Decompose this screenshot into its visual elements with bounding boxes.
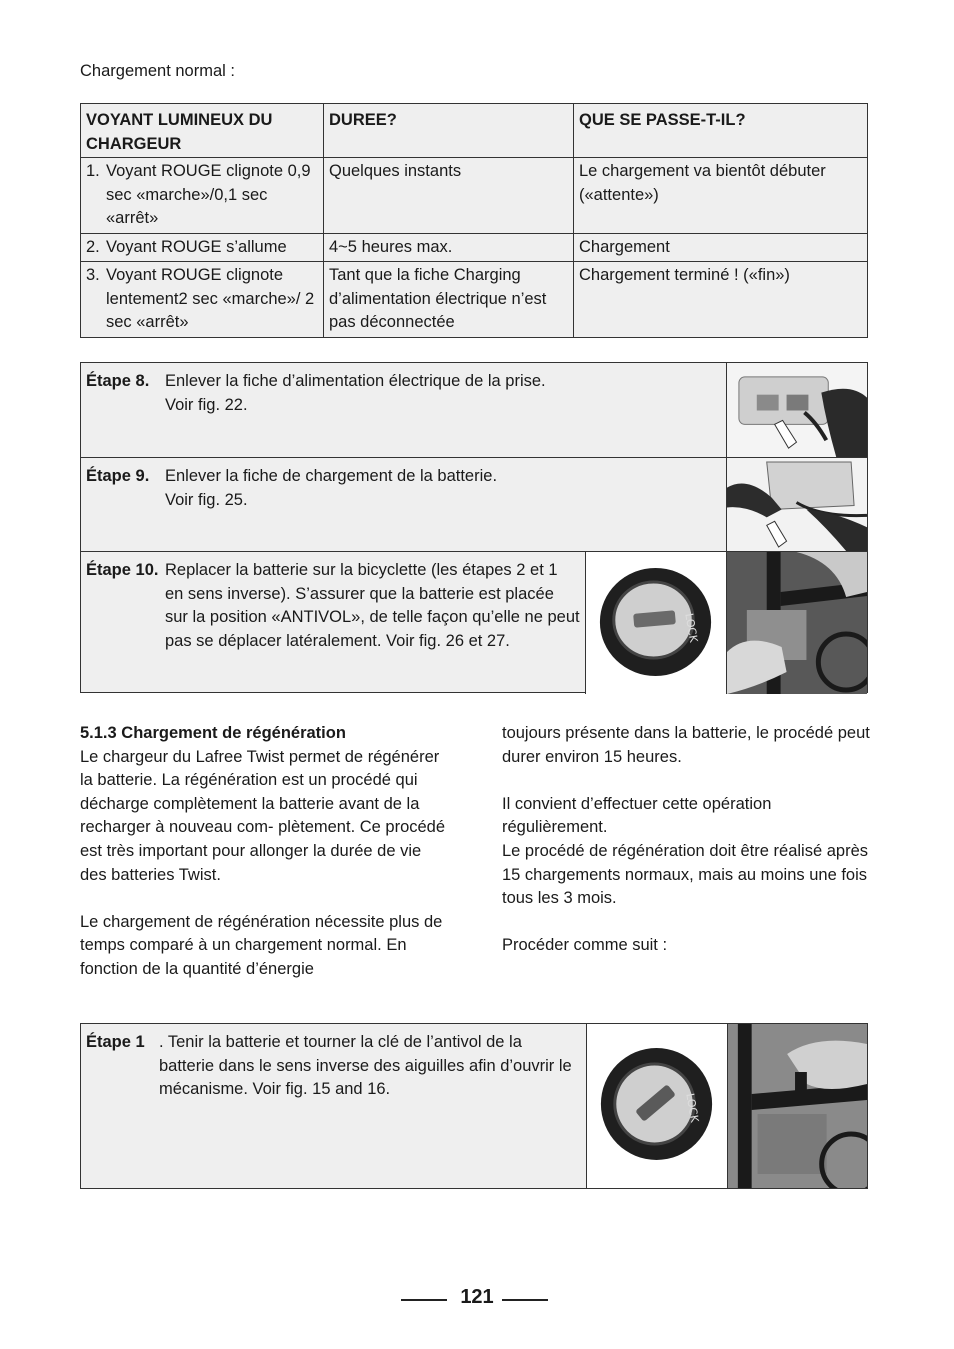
fig-lock-open-photo: [586, 1024, 727, 1188]
paragraph: Le chargement de régénération nécessite plus de temps comparé à un chargement normal. En fonction de la quantité d’énergie: [80, 912, 443, 978]
indicator-text: Voyant ROUGE clignote lentement2 sec «marche»/ 2 sec «arrêt»: [106, 266, 315, 331]
right-column: [502, 722, 870, 982]
left-column: [80, 722, 450, 1005]
lock-open-image: [587, 1024, 727, 1188]
step-row-10: [81, 552, 867, 694]
step-text: Enlever la fiche de chargement de la batterie.: [165, 467, 498, 485]
section-heading: 5.1.3 Chargement de régénération: [80, 724, 346, 742]
row-number: 2.: [86, 237, 100, 256]
fig-battery-unplug-photo: [726, 458, 867, 551]
row-number: 3.: [86, 266, 100, 284]
lock-dial-image: [586, 552, 726, 694]
page-number-rule-right: [502, 1299, 548, 1301]
step-9-text-cell: [81, 458, 726, 551]
duration-cell: 4~5 heures max.: [324, 233, 574, 262]
step-text: Voir fig. 22.: [165, 395, 248, 414]
step-text: Voir fig. 25.: [165, 490, 248, 509]
indicator-cell: [81, 262, 324, 338]
indicator-text: Voyant ROUGE clignote 0,9 sec «marche»/0,1 sec «arrêt»: [106, 162, 311, 227]
paragraph: Il convient d’effectuer cette opération régulièrement.: [502, 794, 772, 837]
step-label: Étape 9.: [86, 467, 150, 485]
fig-lock-photo: [585, 552, 726, 694]
table-header-row: [81, 104, 868, 158]
header-duration: DUREE?: [324, 104, 574, 158]
paragraph: Procéder comme suit :: [502, 936, 668, 955]
indicator-text: Voyant ROUGE s’allume: [106, 237, 287, 256]
paragraph: toujours présente dans la batterie, le procédé peut durer environ 15 heures.: [502, 724, 870, 766]
duration-cell: Quelques instants: [324, 158, 574, 234]
steps-box-b: [80, 1023, 868, 1189]
lock-label: LOCK: [683, 1092, 702, 1124]
fig-key-turn-photo: [727, 1024, 867, 1188]
table-row: [81, 262, 868, 338]
intro-text: Chargement normal :: [80, 62, 235, 80]
step-10-text-cell: [81, 552, 585, 694]
what-cell: Chargement: [574, 233, 868, 262]
steps-box-a: [80, 362, 868, 693]
battery-install-image: [727, 552, 867, 694]
header-what: QUE SE PASSE-T-IL?: [574, 104, 868, 158]
fig-unplug-photo: [726, 363, 867, 457]
unplug-image: [727, 363, 867, 457]
header-indicator: VOYANT LUMINEUX DU CHARGEUR: [81, 104, 324, 158]
step-8-text-cell: [81, 363, 726, 457]
indicator-cell: [81, 233, 324, 262]
battery-unplug-image: [727, 458, 867, 551]
row-number: 1.: [86, 162, 100, 180]
page-number: 121: [460, 1286, 494, 1308]
step-row-9: [81, 458, 867, 552]
step-text: Enlever la fiche d’alimentation électrique de la prise.: [165, 372, 546, 390]
table-row: [81, 158, 868, 234]
key-turn-image: [728, 1024, 867, 1188]
what-cell: Chargement terminé ! («fin»): [574, 262, 868, 338]
step-text: . Tenir la batterie et tourner la clé de l’antivol de la batterie dans le sens inverse des aiguilles afin d’ouvrir le mécanisme. Voir fig. 15 and 16.: [159, 1033, 572, 1098]
paragraph: Le procédé de régénération doit être réalisé après 15 chargements normaux, mais au moins une fois tous les 3 mois.: [502, 841, 868, 908]
step-label: Étape 10.: [86, 561, 159, 579]
step-label: Étape 8.: [86, 372, 150, 390]
paragraph: Le chargeur du Lafree Twist permet de régénérer la batterie. La régénération est un procédé qui décharge complètement la batterie avant de la recharger à nouveau com- plètement. Ce procédé est très important pour allonger la durée de vie des batteries Twist.: [80, 747, 446, 884]
indicator-cell: [81, 158, 324, 234]
charger-status-table: [80, 103, 868, 338]
step-1-text-cell: [81, 1024, 585, 1188]
step-text: Replacer la batterie sur la bicyclette (les étapes 2 et 1 en sens inverse). S’assurer que la batterie est placée sur la position «ANTIVOL», de telle façon qu’elle ne peut pas se déplacer latéralement. Voir fig. 26 et 27.: [165, 561, 580, 650]
step-label: Étape 1: [86, 1033, 145, 1051]
lock-label: LOCK: [682, 612, 701, 644]
duration-cell: Tant que la fiche Charging d’alimentation électrique n’est pas déconnectée: [324, 262, 574, 338]
fig-battery-install-photo: [726, 552, 867, 694]
step-row-1: [81, 1024, 867, 1188]
step-row-8: [81, 363, 867, 458]
table-row: [81, 233, 868, 262]
what-cell: Le chargement va bientôt débuter («attente»): [574, 158, 868, 234]
